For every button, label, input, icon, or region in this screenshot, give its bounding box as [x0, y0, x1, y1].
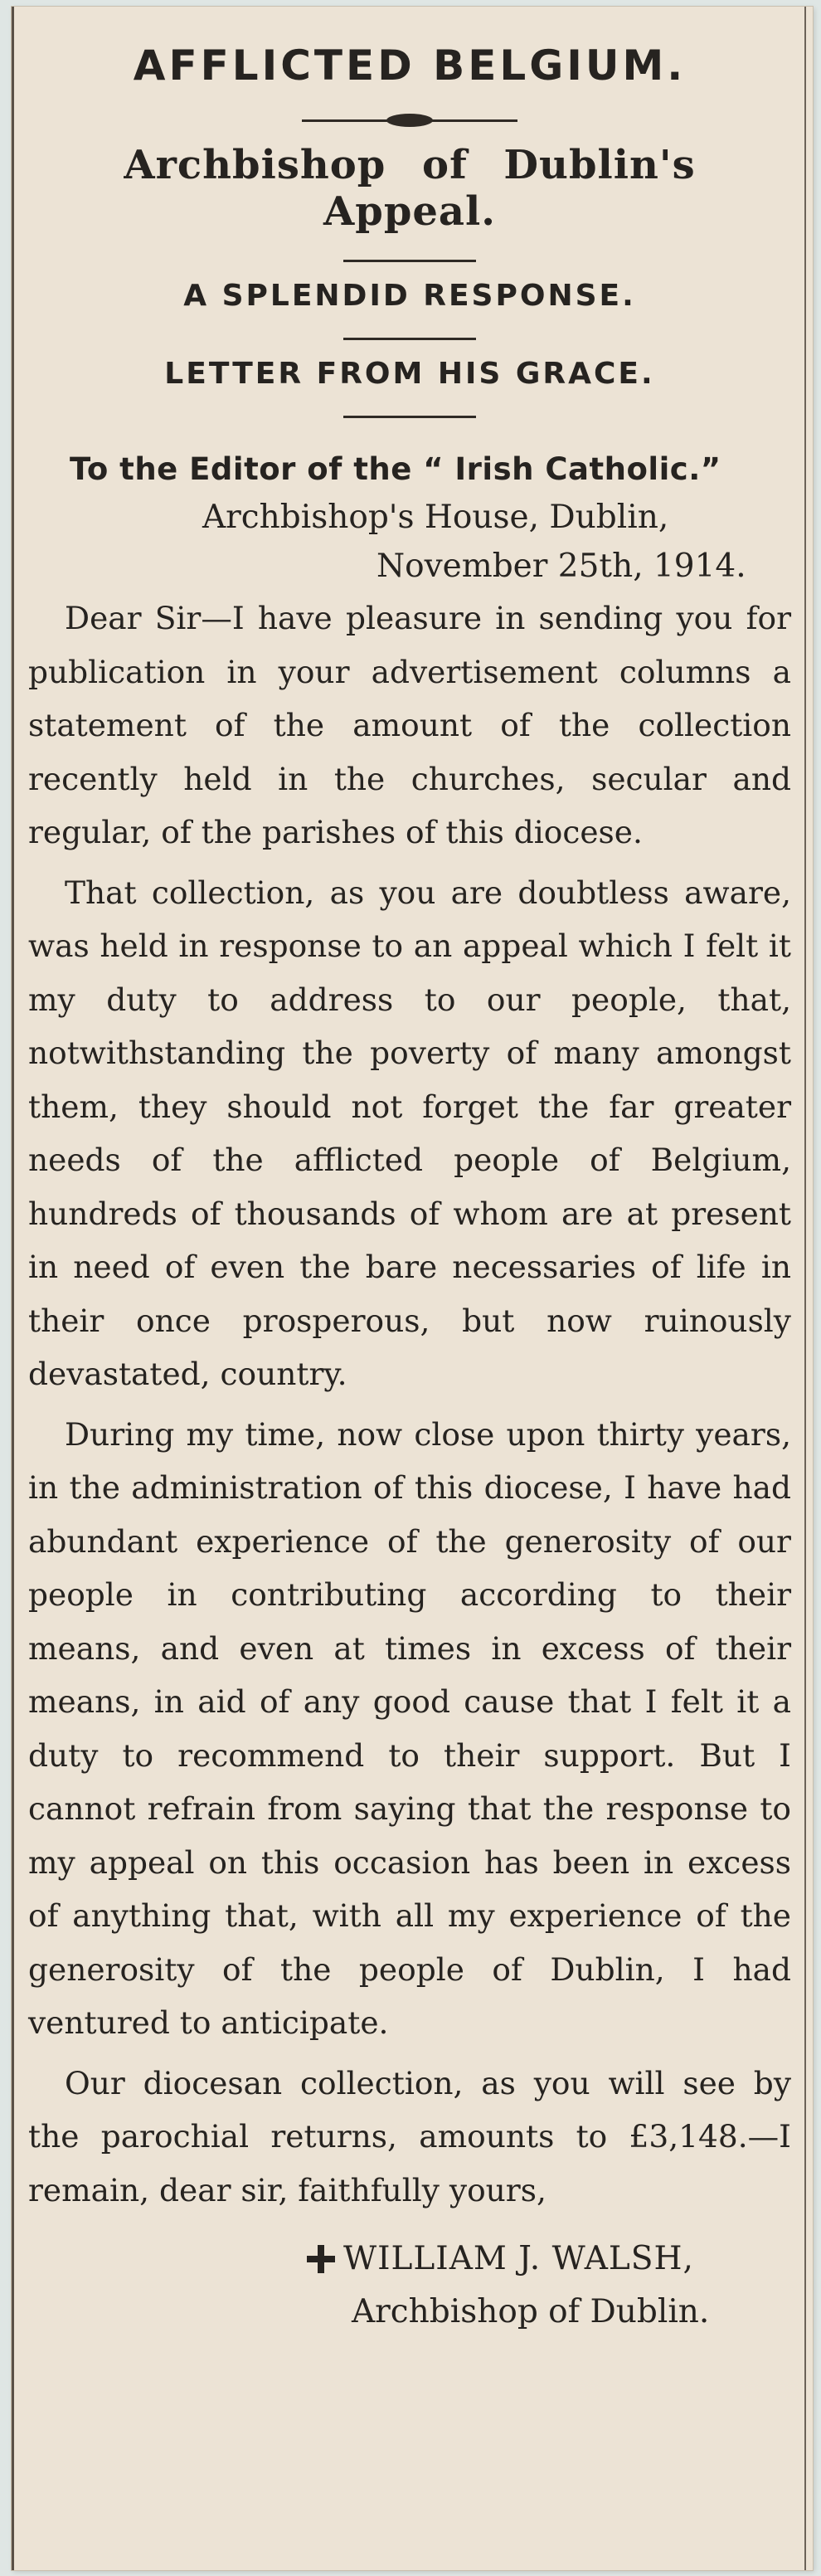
address: Archbishop's House, Dublin,: [202, 499, 669, 536]
salutation-line: To the Editor of the “ Irish Catholic.”: [70, 451, 721, 487]
section-heading-response: A SPLENDID RESPONSE.: [183, 279, 636, 313]
paragraph: Our diocesan collection, as you will see by the parochial returns, amounts to £3,148.—I remain, dear sir, faithfully yours,: [28, 2064, 791, 2208]
column-rule-right: [804, 7, 806, 2570]
divider: [343, 338, 476, 340]
subheadline: Archbishop of Dublin's Appeal.: [124, 142, 696, 235]
headline: AFFLICTED BELGIUM.: [133, 41, 687, 90]
paragraph: Dear Sir—I have pleasure in sending you for publication in your advertisement columns a statement of the amount of the collection recently held in the churches, secular and regular, of the parishes of this diocese.: [28, 600, 791, 850]
date: November 25th, 1914.: [376, 548, 746, 585]
newspaper-clipping: [12, 7, 813, 2570]
signature-name: WILLIAM J. WALSH,: [343, 2240, 694, 2277]
section-heading-letter: LETTER FROM HIS GRACE.: [164, 357, 655, 391]
letter-body: [28, 592, 791, 2217]
column-rule-left: [12, 7, 14, 2570]
divider: [343, 416, 476, 418]
signature-title: Archbishop of Dublin.: [352, 2293, 710, 2330]
ornamental-divider: [302, 119, 517, 122]
divider: [343, 260, 476, 262]
paragraph: During my time, now close upon thirty years, in the administration of this diocese, I have had abundant experience of the generosity of our people in contributing according to their means, and even at times in excess of their means, in aid of any good cause that I felt it a duty to recommend to their support. But I cannot refrain from saying that the response to my appeal on this occasion has been in excess of anything that, with all my experience of the generosity of the people of Dublin, I had ventured to anticipate.: [28, 1415, 791, 2041]
article: [28, 32, 791, 2348]
cross-icon: [307, 2245, 335, 2273]
signature-block: [28, 2240, 791, 2348]
signature-line: [307, 2240, 694, 2277]
paragraph: That collection, as you are doubtless aware, was held in response to an appeal which I felt it my duty to address to our people, that, notwithstanding the poverty of many amongst them, they should not forget the far greater needs of the afflicted people of Belgium, hundreds of thousands of whom are at present in need of even the bare necessaries of life in their once prosperous, but now ruinously devastated, country.: [28, 874, 791, 1392]
